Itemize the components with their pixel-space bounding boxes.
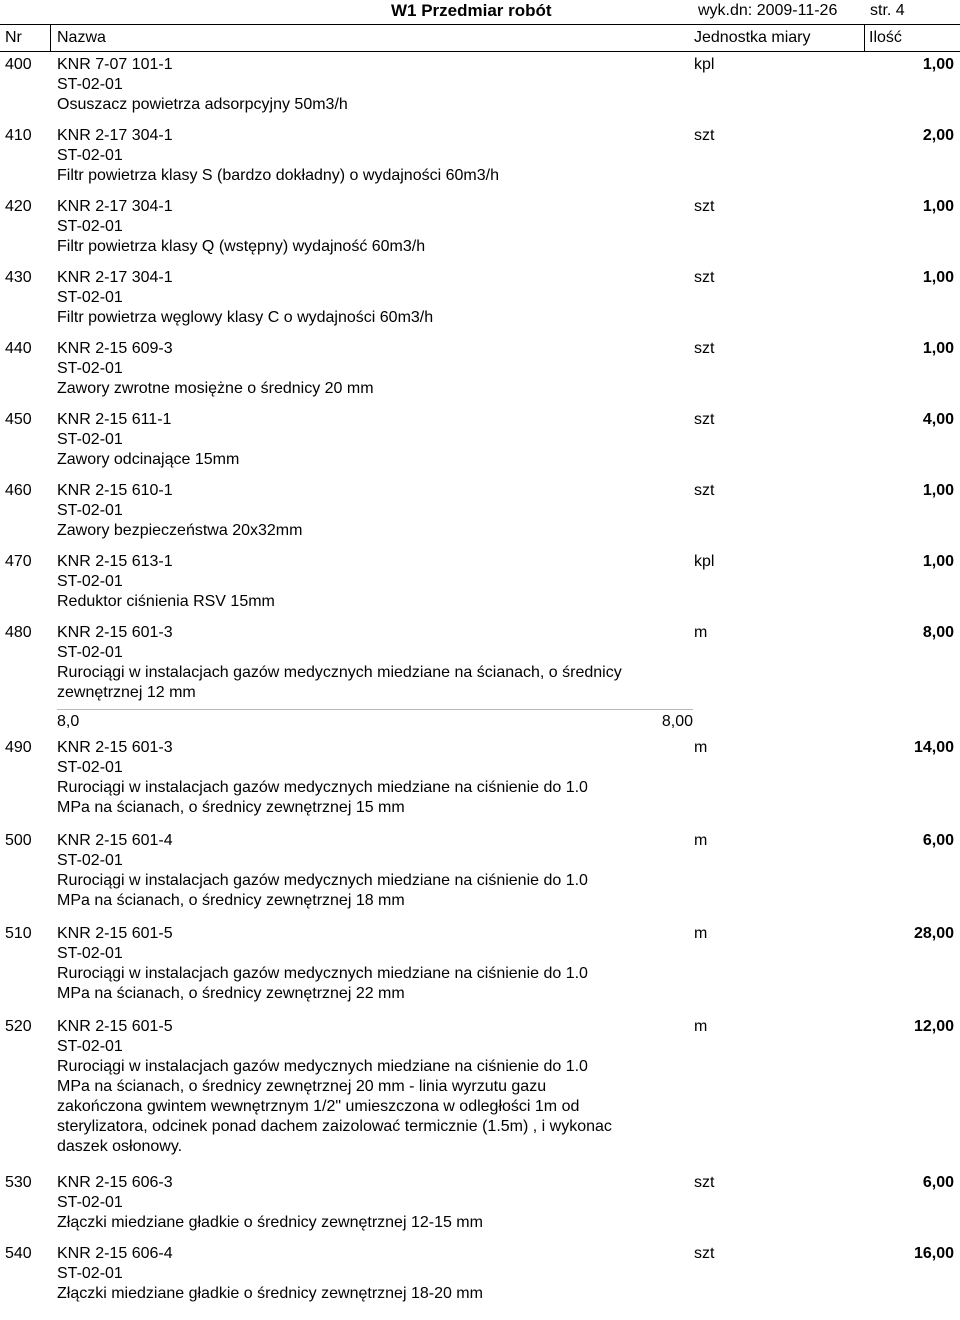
- row-code: KNR 2-17 304-1: [57, 198, 173, 215]
- description-line: daszek osłonowy.: [57, 1138, 183, 1155]
- row-code: KNR 2-15 601-3: [57, 624, 173, 641]
- row-description: [57, 521, 697, 541]
- description-line: Rurociągi w instalacjach gazów medycznych miedziane na ciśnienie do 1.0: [57, 779, 588, 796]
- row-code: KNR 2-15 610-1: [57, 482, 173, 499]
- row-number: 530: [5, 1174, 32, 1191]
- row-description: [57, 871, 697, 911]
- row-quantity: 1,00: [922, 553, 954, 570]
- description-line: sterylizatora, odcinek ponad dachem zaizolować termicznie (1.5m) , i wykonac: [57, 1118, 612, 1135]
- description-line: Rurociągi w instalacjach gazów medycznych miedziane na ciśnienie do 1.0: [57, 1058, 588, 1075]
- row-code: KNR 2-15 613-1: [57, 553, 173, 570]
- row-unit: m: [694, 925, 708, 942]
- row-unit: m: [694, 832, 708, 849]
- row-quantity: 1,00: [922, 482, 954, 499]
- column-header-qty: Ilość: [869, 29, 902, 46]
- row-number: 400: [5, 56, 32, 73]
- row-quantity: 12,00: [913, 1018, 954, 1035]
- row-quantity: 1,00: [922, 56, 954, 73]
- row-spec: ST-02-01: [57, 852, 123, 869]
- row-quantity: 8,00: [922, 624, 954, 641]
- row-quantity: 14,00: [913, 739, 954, 756]
- description-line: zakończona gwintem wewnętrznym 1/2" umieszczona w odległości 1m od: [57, 1098, 580, 1115]
- row-code: KNR 2-15 601-5: [57, 1018, 173, 1035]
- row-spec: ST-02-01: [57, 218, 123, 235]
- row-unit: szt: [694, 1245, 715, 1262]
- row-description: [57, 663, 697, 703]
- row-quantity: 28,00: [913, 925, 954, 942]
- row-number: 540: [5, 1245, 32, 1262]
- description-line: Rurociągi w instalacjach gazów medycznych miedziane na ciśnienie do 1.0: [57, 872, 588, 889]
- row-spec: ST-02-01: [57, 360, 123, 377]
- row-description: [57, 166, 697, 186]
- description-line: Złączki miedziane gładkie o średnicy zewnętrznej 12-15 mm: [57, 1214, 483, 1231]
- row-spec: ST-02-01: [57, 502, 123, 519]
- row-code: KNR 7-07 101-1: [57, 56, 173, 73]
- measurement-line: [57, 709, 693, 732]
- row-code: KNR 2-15 601-3: [57, 739, 173, 756]
- row-unit: kpl: [694, 56, 715, 73]
- description-line: Filtr powietrza klasy Q (wstępny) wydajność 60m3/h: [57, 238, 426, 255]
- description-line: Złączki miedziane gładkie o średnicy zewnętrznej 18-20 mm: [57, 1285, 483, 1302]
- row-number: 480: [5, 624, 32, 641]
- row-quantity: 1,00: [922, 269, 954, 286]
- row-code: KNR 2-17 304-1: [57, 127, 173, 144]
- row-unit: szt: [694, 1174, 715, 1191]
- column-header-nr: Nr: [5, 29, 22, 46]
- document-title: W1 Przedmiar robót: [391, 1, 552, 20]
- row-unit: szt: [694, 340, 715, 357]
- row-unit: m: [694, 739, 708, 756]
- row-description: [57, 778, 697, 818]
- header-divider: [864, 24, 865, 52]
- row-code: KNR 2-15 611-1: [57, 411, 172, 428]
- description-line: Rurociągi w instalacjach gazów medycznych miedziane na ścianach, o średnicy: [57, 664, 622, 681]
- row-spec: ST-02-01: [57, 1194, 123, 1211]
- row-spec: ST-02-01: [57, 573, 123, 590]
- row-number: 510: [5, 925, 32, 942]
- row-number: 490: [5, 739, 32, 756]
- measurement-value: 8,00: [661, 713, 693, 730]
- row-unit: m: [694, 1018, 708, 1035]
- row-spec: ST-02-01: [57, 76, 123, 93]
- row-quantity: 6,00: [922, 1174, 954, 1191]
- row-code: KNR 2-15 606-3: [57, 1174, 173, 1191]
- description-line: Reduktor ciśnienia RSV 15mm: [57, 593, 275, 610]
- description-line: Zawory zwrotne mosiężne o średnicy 20 mm: [57, 380, 374, 397]
- row-code: KNR 2-15 606-4: [57, 1245, 173, 1262]
- row-description: [57, 1057, 697, 1157]
- description-line: MPa na ścianach, o średnicy zewnętrznej 18 mm: [57, 892, 405, 909]
- row-spec: ST-02-01: [57, 147, 123, 164]
- page-number: str. 4: [870, 2, 905, 19]
- description-line: MPa na ścianach, o średnicy zewnętrznej 22 mm: [57, 985, 405, 1002]
- column-header-unit: Jednostka miary: [694, 29, 811, 46]
- description-line: Zawory odcinające 15mm: [57, 451, 240, 468]
- description-line: MPa na ścianach, o średnicy zewnętrznej 20 mm - linia wyrzutu gazu: [57, 1078, 547, 1095]
- row-spec: ST-02-01: [57, 1265, 123, 1282]
- row-quantity: 1,00: [922, 340, 954, 357]
- row-description: [57, 592, 697, 612]
- row-unit: szt: [694, 411, 715, 428]
- row-number: 420: [5, 198, 32, 215]
- row-number: 450: [5, 411, 32, 428]
- row-spec: ST-02-01: [57, 1038, 123, 1055]
- row-unit: kpl: [694, 553, 715, 570]
- row-unit: m: [694, 624, 708, 641]
- header-divider: [50, 24, 51, 52]
- description-line: Filtr powietrza węglowy klasy C o wydajności 60m3/h: [57, 309, 434, 326]
- row-number: 520: [5, 1018, 32, 1035]
- table-header: [0, 24, 960, 52]
- description-line: zewnętrznej 12 mm: [57, 684, 196, 701]
- column-header-name: Nazwa: [57, 29, 106, 46]
- row-code: KNR 2-15 601-5: [57, 925, 173, 942]
- row-number: 470: [5, 553, 32, 570]
- row-unit: szt: [694, 198, 715, 215]
- row-number: 460: [5, 482, 32, 499]
- description-line: Rurociągi w instalacjach gazów medycznych miedziane na ciśnienie do 1.0: [57, 965, 588, 982]
- row-spec: ST-02-01: [57, 759, 123, 776]
- row-quantity: 16,00: [913, 1245, 954, 1262]
- row-spec: ST-02-01: [57, 431, 123, 448]
- description-line: MPa na ścianach, o średnicy zewnętrznej 15 mm: [57, 799, 405, 816]
- row-description: [57, 379, 697, 399]
- row-description: [57, 237, 697, 257]
- row-code: KNR 2-15 609-3: [57, 340, 173, 357]
- row-quantity: 4,00: [922, 411, 954, 428]
- measurement-expression: 8,0: [57, 713, 80, 730]
- row-unit: szt: [694, 127, 715, 144]
- row-spec: ST-02-01: [57, 289, 123, 306]
- row-description: [57, 450, 697, 470]
- row-quantity: 2,00: [922, 127, 954, 144]
- row-description: [57, 964, 697, 1004]
- row-code: KNR 2-17 304-1: [57, 269, 173, 286]
- description-line: Filtr powietrza klasy S (bardzo dokładny) o wydajności 60m3/h: [57, 167, 499, 184]
- row-unit: szt: [694, 269, 715, 286]
- row-number: 500: [5, 832, 32, 849]
- row-description: [57, 1213, 697, 1233]
- row-unit: szt: [694, 482, 715, 499]
- row-number: 440: [5, 340, 32, 357]
- row-quantity: 1,00: [922, 198, 954, 215]
- row-spec: ST-02-01: [57, 945, 123, 962]
- row-spec: ST-02-01: [57, 644, 123, 661]
- row-description: [57, 95, 697, 115]
- row-description: [57, 308, 697, 328]
- row-number: 410: [5, 127, 32, 144]
- row-description: [57, 1284, 697, 1304]
- document-date: wyk.dn: 2009-11-26: [698, 2, 838, 19]
- description-line: Osuszacz powietrza adsorpcyjny 50m3/h: [57, 96, 348, 113]
- row-quantity: 6,00: [922, 832, 954, 849]
- description-line: Zawory bezpieczeństwa 20x32mm: [57, 522, 303, 539]
- row-code: KNR 2-15 601-4: [57, 832, 173, 849]
- row-number: 430: [5, 269, 32, 286]
